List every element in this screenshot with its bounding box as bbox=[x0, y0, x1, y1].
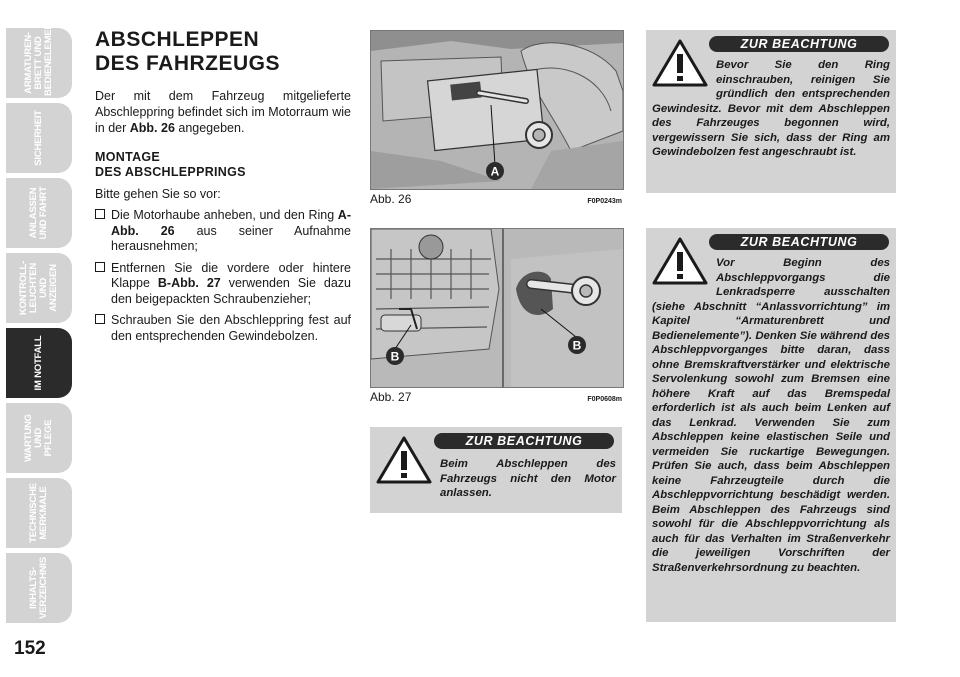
list-item bbox=[95, 313, 351, 344]
warning-text: Bevor Sie den Ring einschrauben, reinigen Sie gründlich den entsprechenden Gewindesitz. Bevor mit dem Abschleppen des Fahrzeuges begonnen wird, vergewissern Sie sich, dass der Ring am Gewindebolzen fest angeschraubt ist. bbox=[652, 59, 890, 158]
tab-label: ANLASSEN UND FAHRT bbox=[28, 186, 49, 240]
tab-technische-merkmale[interactable] bbox=[6, 478, 72, 548]
bumper-illustration bbox=[370, 228, 624, 388]
warning-text: Vor Beginn des Abschleppvorgangs die Lenkradsperre ausschalten (siehe Abschnitt “Anlassvorrichtung” im Kapitel “Armaturenbrett und Bedienelemente”). Denken Sie während des Abschleppvorganges bitte daran, dass ohne Bremskraftverstärker und elektrische Servolenkung sowohl zum Bremsen eine höhere Kraft auf das Bremspedal erforderlich ist als auch beim Lenken auf das Lenkrad. Verwenden Sie zum Abschleppen keine elastischen Seile und vermeiden Sie ruckartige Bewegungen. Prüfen Sie auch, dass beim Abschleppen keine Fahrzeugteile durch die Abschleppvorrichtung beschädigt werden. Beim Abschleppen des Fahrzeugs sind sowohl für die Abschleppvorrichtung als auch für das Verhalten im Straßenverkehr die jeweiligen Vorschriften der Straßenverkehrsordnung zu beachten. bbox=[652, 257, 890, 574]
tab-armaturenbrett[interactable] bbox=[6, 11, 72, 98]
caption-code: F0P0243m bbox=[587, 198, 622, 205]
marker-a: A bbox=[490, 164, 500, 179]
step-text: Entfernen Sie die vordere oder hintere Klappe bbox=[111, 260, 351, 290]
tab-anlassen[interactable] bbox=[6, 178, 72, 248]
figure-caption bbox=[370, 192, 622, 206]
figure-reference: A-Abb. 26 bbox=[111, 208, 351, 238]
warning-text: Beim Abschleppen des Fahrzeugs nicht den Motor anlassen. bbox=[440, 458, 616, 499]
figure-caption bbox=[370, 390, 622, 404]
tab-wartung[interactable] bbox=[6, 403, 72, 473]
figure-reference: B-Abb. 27 bbox=[157, 276, 221, 290]
page-number: 152 bbox=[14, 638, 46, 659]
intro-text: angegeben. bbox=[174, 121, 245, 135]
step-text: Schrauben Sie den Abschleppring fest auf den entsprechenden Gewindebolzen. bbox=[111, 313, 351, 343]
checkbox-bullet-icon bbox=[95, 314, 105, 324]
intro-paragraph bbox=[95, 88, 351, 136]
caption-label: Abb. 26 bbox=[370, 192, 412, 206]
engine-bay-drawing bbox=[371, 31, 623, 189]
step-text: Die Motorhaube anheben, und den Ring bbox=[111, 208, 338, 222]
engine-bay-illustration bbox=[370, 30, 624, 190]
tab-label: KONTROLL- LEUCHTEN UND ANZEIGEN bbox=[18, 260, 59, 316]
tab-im-notfall[interactable] bbox=[6, 328, 72, 398]
warning-heading: ZUR BEACHTUNG bbox=[709, 234, 889, 250]
list-item bbox=[95, 261, 351, 308]
tab-label: ARMATUREN- BRETT UND BEDIENELEMENTE bbox=[23, 11, 54, 96]
warning-triangle-icon bbox=[652, 38, 708, 88]
step-text: aus seiner Aufnahme herausnehmen; bbox=[111, 223, 351, 253]
tab-inhaltsverzeichnis[interactable] bbox=[6, 553, 72, 623]
checkbox-bullet-icon bbox=[95, 262, 105, 272]
tab-label: WARTUNG UND PFLEGE bbox=[23, 414, 54, 462]
warning-triangle-icon bbox=[652, 236, 708, 286]
bumper-drawing bbox=[371, 229, 623, 387]
figure-26 bbox=[370, 30, 622, 206]
warning-box-engine bbox=[370, 427, 622, 513]
warning-box-ring bbox=[646, 30, 896, 193]
tab-label: INHALTS- VERZEICHNIS bbox=[28, 557, 49, 619]
warning-box-towing bbox=[646, 228, 896, 622]
warning-heading: ZUR BEACHTUNG bbox=[434, 433, 614, 449]
figure-reference: Abb. 26 bbox=[129, 121, 175, 135]
marker-b-left: B bbox=[390, 349, 400, 364]
warning-body bbox=[646, 228, 896, 575]
section-heading: MONTAGE DES ABSCHLEPPRINGS bbox=[95, 150, 246, 179]
tab-kontrollleuchten[interactable] bbox=[6, 253, 72, 323]
warning-heading: ZUR BEACHTUNG bbox=[709, 36, 889, 52]
caption-code: F0P0608m bbox=[587, 396, 622, 403]
main-text-column bbox=[95, 28, 351, 350]
marker-b-right: B bbox=[572, 338, 582, 353]
tab-sicherheit[interactable] bbox=[6, 103, 72, 173]
lead-text: Bitte gehen Sie so vor: bbox=[95, 187, 221, 201]
list-item bbox=[95, 208, 351, 255]
tab-label: SICHERHEIT bbox=[33, 110, 44, 166]
tab-label: IM NOTFALL bbox=[33, 335, 44, 391]
page-title: ABSCHLEPPEN DES FAHRZEUGS bbox=[95, 28, 281, 75]
intro-text: Der mit dem Fahrzeug mitgelieferte Abschleppring befindet sich im Motorraum wie in der bbox=[95, 89, 351, 135]
warning-triangle-icon bbox=[376, 435, 432, 485]
tab-label: TECHNISCHE MERKMALE bbox=[28, 483, 49, 543]
step-text: verwenden Sie dazu den beigepackten Schraubenzieher; bbox=[111, 276, 351, 306]
checkbox-bullet-icon bbox=[95, 209, 105, 219]
figure-27 bbox=[370, 228, 622, 404]
caption-label: Abb. 27 bbox=[370, 390, 412, 404]
